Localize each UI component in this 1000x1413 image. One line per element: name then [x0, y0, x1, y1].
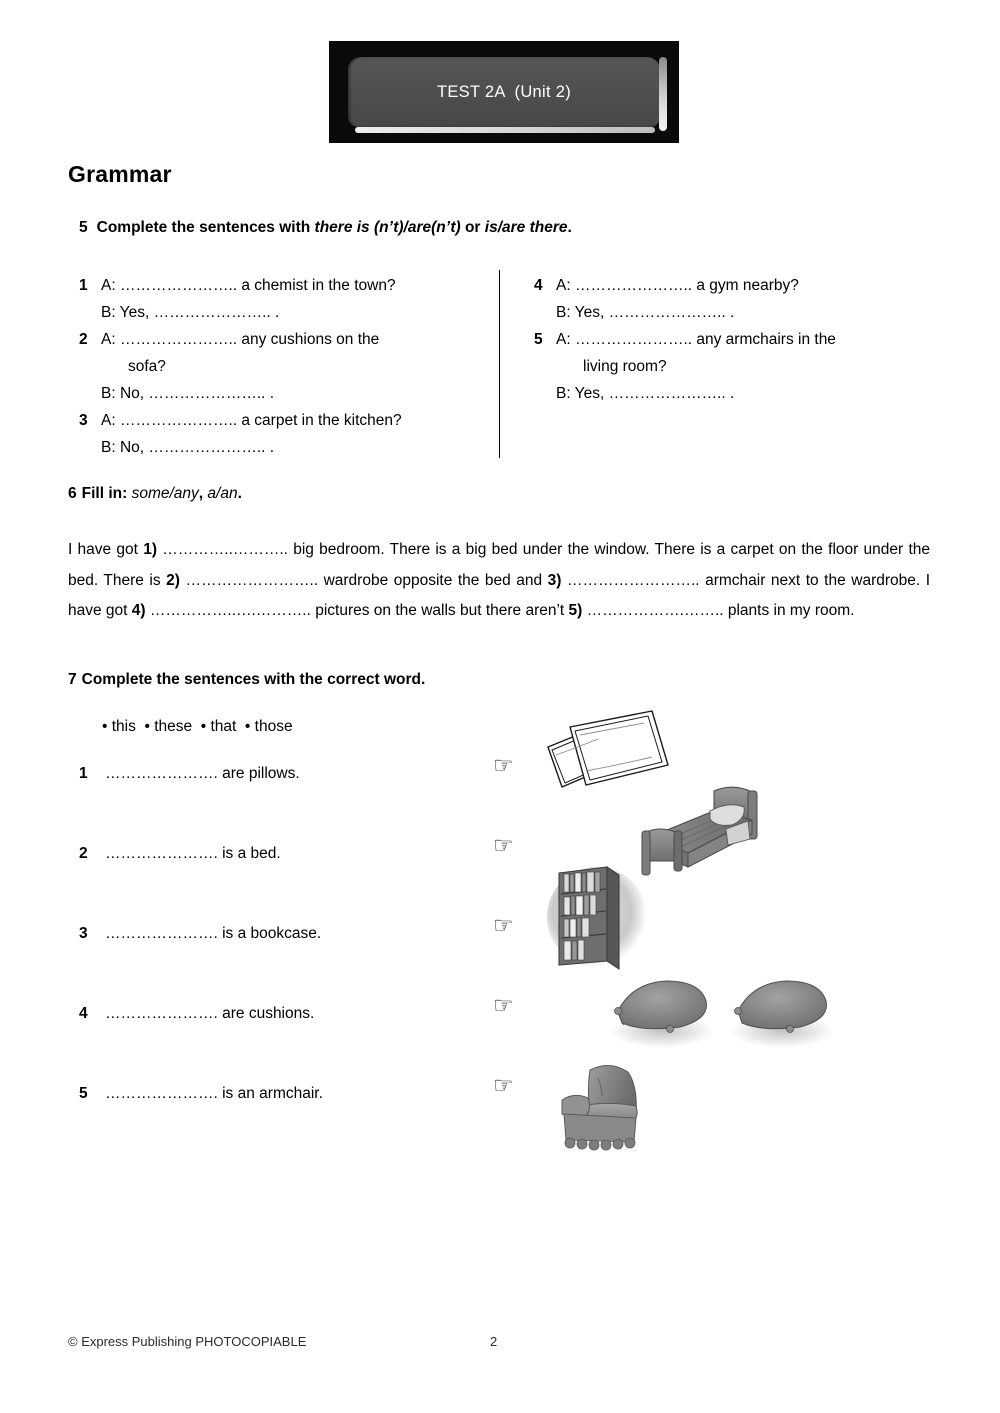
grammar-section-heading: Grammar: [68, 161, 172, 187]
gap-number-3: 3): [547, 571, 562, 589]
qa-question[interactable]: A: ………………….. a carpet in the kitchen?: [101, 412, 402, 429]
qa-item: [79, 326, 479, 407]
item-number: 4: [79, 1005, 88, 1022]
qa-number: 2: [79, 331, 88, 348]
item-text[interactable]: …………………. are pillows.: [105, 765, 300, 782]
exercise-5-left-column: [79, 272, 479, 461]
exercise-5-instruction-italic-1: there is (n’t)/are(n’t): [314, 219, 461, 236]
exercise-6-instruction-mid: ,: [198, 485, 208, 502]
pointing-hand-column: [493, 752, 514, 1152]
exercise-7-items: [79, 765, 479, 1165]
paragraph-part: ……………….…….. plants in my room.: [582, 602, 855, 619]
qa-question-continuation: sofa?: [128, 358, 166, 375]
exercise-6-instruction-italic-2: a/an: [207, 485, 238, 502]
footer-copyright: © Express Publishing PHOTOCOPIABLE: [68, 1334, 307, 1349]
item-number: 3: [79, 925, 88, 942]
qa-number: 3: [79, 412, 88, 429]
exercise-5-instruction-italic-2: is/are there: [484, 219, 568, 236]
exercise-7-instruction: [68, 671, 425, 689]
banner-right-highlight: [659, 57, 667, 131]
qa-number: 4: [534, 277, 543, 294]
pointing-hand-icon: ☞: [493, 912, 514, 938]
exercise-7-instruction-text: Complete the sentences with the correct word.: [81, 671, 426, 688]
exercise-5-right-column: [534, 272, 934, 407]
exercise-5-instruction-mid: or: [460, 219, 485, 236]
list-item: [79, 1005, 479, 1085]
cushions-illustration: [610, 975, 840, 1050]
paragraph-part: ……………..….……….. pictures on the walls but there aren’t: [145, 602, 569, 619]
paragraph-part: …………………….. armchair next to the wardrobe. I have got: [68, 571, 930, 619]
qa-number: 1: [79, 277, 88, 294]
armchair-illustration: [552, 1060, 667, 1160]
exercise-6-instruction-end: .: [237, 485, 242, 502]
exercise-7-number: 7: [68, 671, 77, 688]
item-text[interactable]: …………………. is a bed.: [105, 845, 281, 862]
exercise-6-instruction-lead: Fill in:: [81, 485, 128, 502]
qa-item: [534, 272, 934, 326]
pointing-hand-icon: ☞: [493, 832, 514, 858]
list-item: [79, 845, 479, 925]
gap-number-4: 4): [131, 602, 146, 619]
qa-question[interactable]: A: ………………….. any armchairs in the: [556, 331, 836, 348]
list-item: [79, 925, 479, 1005]
item-text[interactable]: …………………. are cushions.: [105, 1005, 315, 1022]
exercise-5-column-divider: [499, 270, 500, 458]
exercise-6-instruction: [68, 485, 242, 503]
bookcase-illustration: [545, 865, 655, 975]
paragraph-part: …………..……….. big bedroom. There is a big bed under the window. There is a carpet on the floor under the bed. There is: [68, 541, 930, 589]
qa-question-continuation: living room?: [583, 358, 667, 375]
banner-bottom-highlight: [355, 127, 655, 133]
qa-question[interactable]: A: ………………….. any cushions on the: [101, 331, 380, 348]
paragraph-part: …………………….. wardrobe opposite the bed and: [179, 571, 548, 589]
qa-answer[interactable]: B: No, ………………….. .: [101, 439, 275, 456]
item-number: 5: [79, 1085, 88, 1102]
list-item: [79, 765, 479, 845]
exercise-5-instruction-lead: Complete the sentences with: [96, 219, 315, 236]
qa-answer[interactable]: B: Yes, ………………….. .: [556, 385, 735, 402]
item-text[interactable]: …………………. is an armchair.: [105, 1085, 323, 1102]
exercise-7-word-bank: • this • these • that • those: [102, 718, 293, 735]
page-title: TEST 2A (Unit 2): [436, 82, 572, 101]
qa-answer[interactable]: B: Yes, ………………….. .: [101, 304, 280, 321]
list-item: [79, 1085, 479, 1165]
exercise-6-gapfill-paragraph[interactable]: [68, 535, 930, 627]
exercise-6-instruction-italic-1: some/any: [131, 485, 199, 502]
banner-inner-panel: [348, 57, 660, 127]
qa-number: 5: [534, 331, 543, 348]
pointing-hand-icon: ☞: [493, 1072, 514, 1098]
exercise-5-instruction-end: .: [567, 219, 572, 236]
exercise-5-instruction: [79, 219, 572, 237]
qa-item: [534, 326, 934, 407]
gap-number-2: 2): [166, 571, 180, 589]
exercise-5-number: 5: [79, 219, 88, 236]
qa-item: [79, 272, 479, 326]
bed-illustration: [640, 785, 775, 880]
pointing-hand-icon: ☞: [493, 752, 514, 778]
footer-page-number: 2: [490, 1334, 498, 1349]
exercise-6-number: 6: [68, 485, 77, 502]
qa-question[interactable]: A: ………………….. a gym nearby?: [556, 277, 799, 294]
qa-answer[interactable]: B: Yes, ………………….. .: [556, 304, 735, 321]
qa-item: [79, 407, 479, 461]
qa-answer[interactable]: B: No, ………………….. .: [101, 385, 275, 402]
test-title-banner: [329, 41, 679, 143]
item-number: 1: [79, 765, 88, 782]
paragraph-part: I have got: [68, 541, 144, 558]
gap-number-1: 1): [143, 541, 158, 558]
gap-number-5: 5): [568, 602, 583, 619]
pointing-hand-icon: ☞: [493, 992, 514, 1018]
item-number: 2: [79, 845, 88, 862]
item-text[interactable]: …………………. is a bookcase.: [105, 925, 322, 942]
qa-question[interactable]: A: ………………….. a chemist in the town?: [101, 277, 396, 294]
